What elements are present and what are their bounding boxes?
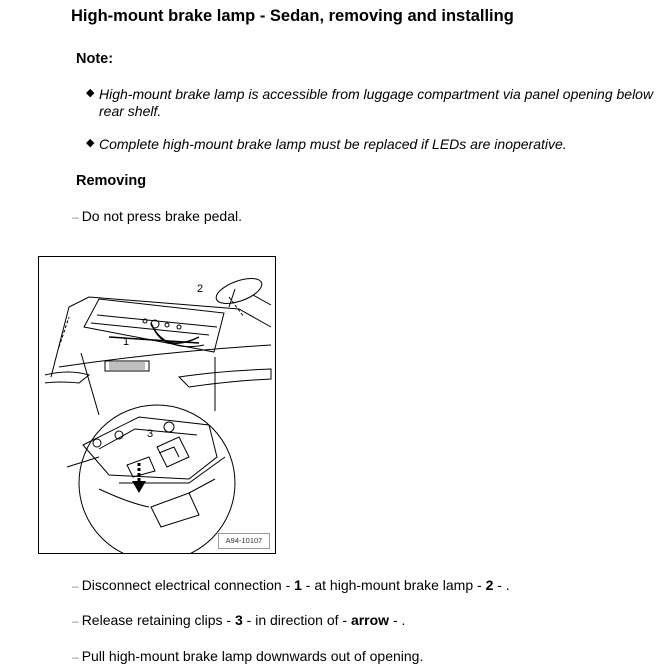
figure-id-label: A94-10107 [218,533,270,549]
note-item-text: High-mount brake lamp is accessible from luggage compartment via panel opening below rear shelf. [99,86,654,119]
dash-icon: – [72,579,79,593]
step-text: - in direction of - [242,612,351,628]
note-heading: Note: [76,51,114,67]
note-item-text: Complete high-mount brake lamp must be replaced if LEDs are inoperative. [99,136,567,152]
step-text: Disconnect electrical connection - [81,577,295,593]
step-item [72,612,405,628]
dash-icon: – [72,650,79,664]
dash-icon: – [72,614,79,628]
arrow-down-icon [132,463,146,493]
note-item [86,86,656,120]
ref-number: 3 [234,612,243,628]
step-item [72,577,510,593]
step-item [72,648,423,664]
callout-1: 1 [123,336,130,348]
callout-3: 3 [147,428,154,440]
ref-number: 2 [485,577,494,593]
step-text: - . [493,577,510,593]
bullet-diamond-icon: ◆ [86,87,95,99]
step-text: - at high-mount brake lamp - [301,577,486,593]
ref-number: 1 [294,577,302,593]
ref-word: arrow [350,612,390,628]
page-title: High-mount brake lamp - Sedan, removing and installing [71,7,514,25]
callout-2: 2 [197,283,204,295]
note-item [86,136,656,153]
removing-heading: Removing [76,173,147,189]
dash-icon: – [72,210,79,224]
illustration-figure [38,256,276,554]
brake-lamp-diagram [39,257,275,553]
step-text: Pull high-mount brake lamp downwards out of opening. [81,648,424,664]
bullet-diamond-icon: ◆ [86,137,95,149]
step-item [72,208,242,224]
step-text: - . [389,612,406,628]
step-text: Do not press brake pedal. [81,208,243,224]
step-text: Release retaining clips - [81,612,235,628]
